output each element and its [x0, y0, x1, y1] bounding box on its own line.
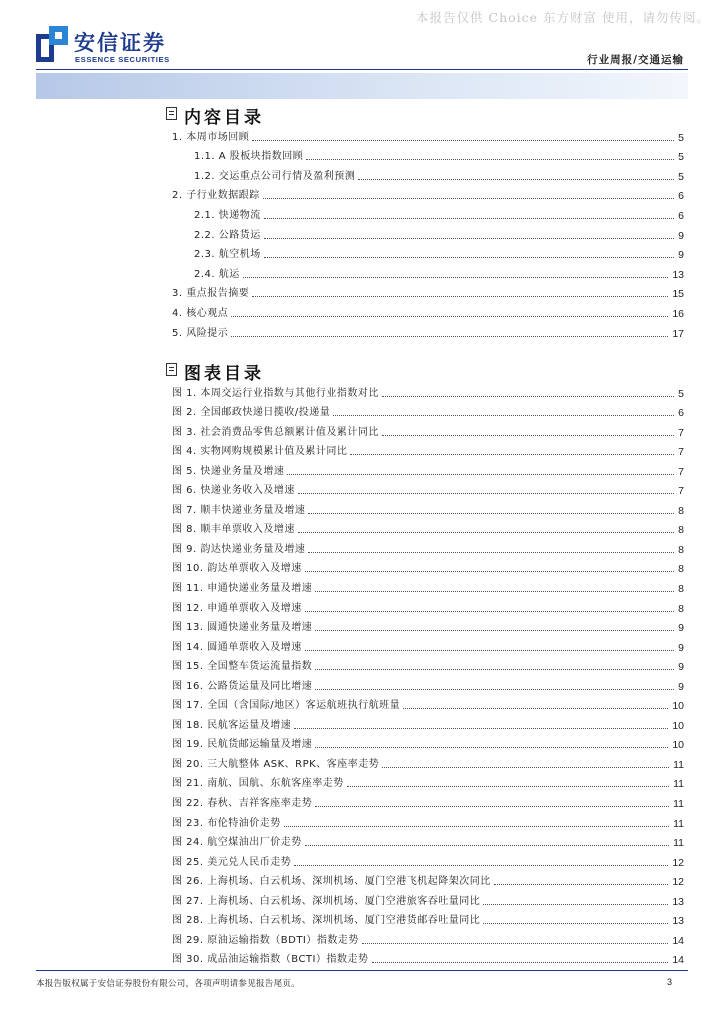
- figure-entry-label: 图 16. 公路货运量及同比增速: [172, 680, 313, 692]
- figure-entry-label: 图 18. 民航客运量及增速: [172, 719, 292, 731]
- figure-entry[interactable]: [172, 478, 684, 498]
- logo-name-en: ESSENCE SECURITIES: [75, 55, 170, 64]
- dot-leader: [403, 708, 668, 709]
- figure-entry-page-number: 13: [672, 895, 684, 908]
- figure-entry-page-number: 9: [678, 622, 684, 635]
- figure-entry-label: 图 9. 韵达快递业务量及增速: [172, 543, 306, 555]
- toc-entry-page-number: 9: [678, 229, 684, 242]
- figure-entry-label: 图 20. 三大航整体 ASK、RPK、客座率走势: [172, 758, 380, 770]
- dot-leader: [294, 865, 668, 866]
- toc-entry-page-number: 6: [678, 190, 684, 203]
- figure-entry-label: 图 7. 顺丰快递业务量及增速: [172, 504, 306, 516]
- figure-entry-label: 图 24. 航空煤油出厂价走势: [172, 837, 302, 849]
- toc-entry[interactable]: [172, 320, 684, 340]
- figure-entry-page-number: 10: [672, 719, 684, 732]
- figure-entry-page-number: 8: [678, 524, 684, 537]
- toc-entry-page-number: 6: [678, 209, 684, 222]
- figure-entry-page-number: 7: [678, 426, 684, 439]
- dot-leader: [298, 493, 674, 494]
- dot-leader: [350, 454, 674, 455]
- figure-entry-page-number: 12: [672, 876, 684, 889]
- figure-entry-page-number: 8: [678, 563, 684, 576]
- dot-leader: [252, 140, 674, 141]
- toc-entry-label: 2.1. 快递物流: [194, 209, 261, 221]
- figure-entry[interactable]: [172, 947, 684, 967]
- figure-entry-page-number: 8: [678, 504, 684, 517]
- figure-entry-label: 图 27. 上海机场、白云机场、深圳机场、厦门空港旅客吞吐量同比: [172, 895, 481, 907]
- figure-entry-label: 图 25. 美元兑人民币走势: [172, 856, 292, 868]
- dot-leader: [252, 296, 668, 297]
- figure-entry-page-number: 11: [673, 837, 684, 850]
- figure-entry-page-number: 8: [678, 602, 684, 615]
- figure-entry-page-number: 11: [673, 778, 684, 791]
- figure-entry[interactable]: [172, 693, 684, 713]
- dot-leader: [305, 650, 674, 651]
- figure-entry-page-number: 11: [673, 817, 684, 830]
- figure-entry[interactable]: [172, 439, 684, 459]
- figure-entry-page-number: 14: [672, 954, 684, 967]
- dot-leader: [494, 884, 669, 885]
- figure-entry-label: 图 6. 快递业务收入及增速: [172, 485, 295, 497]
- toc-entry-page-number: 13: [672, 268, 684, 281]
- dot-leader: [263, 198, 674, 199]
- dot-leader: [243, 277, 669, 278]
- header-divider: [36, 69, 688, 70]
- figure-entry-label: 图 5. 快递业务量及增速: [172, 465, 285, 477]
- dot-leader: [315, 747, 668, 748]
- figure-entry-page-number: 11: [673, 758, 684, 771]
- header-band: [36, 73, 688, 99]
- figure-entry-label: 图 8. 顺丰单票收入及增速: [172, 524, 295, 536]
- figure-entry-label: 图 1. 本周交运行业指数与其他行业指数对比: [172, 387, 379, 399]
- figure-entry-page-number: 13: [672, 915, 684, 928]
- figure-entry[interactable]: [172, 810, 684, 830]
- document-icon: [166, 107, 177, 120]
- figure-entry[interactable]: [172, 908, 684, 928]
- toc-entry-page-number: 5: [678, 151, 684, 164]
- figure-entry-label: 图 17. 全国（含国际/地区）客运航班执行航班量: [172, 700, 401, 712]
- dot-leader: [382, 767, 669, 768]
- figure-entry[interactable]: [172, 849, 684, 869]
- logo-mark-icon: [36, 26, 68, 62]
- document-icon: [166, 363, 177, 376]
- dot-leader: [315, 669, 674, 670]
- figure-entry-page-number: 9: [678, 680, 684, 693]
- dot-leader: [305, 611, 674, 612]
- toc-entry-page-number: 5: [678, 170, 684, 183]
- footer-divider: [36, 970, 688, 971]
- toc-entry[interactable]: [172, 261, 684, 281]
- dot-leader: [382, 396, 674, 397]
- figure-entry-label: 图 26. 上海机场、白云机场、深圳机场、厦门空港飞机起降架次同比: [172, 876, 491, 888]
- figure-entry-label: 图 21. 南航、国航、东航客座率走势: [172, 778, 344, 790]
- toc-entry[interactable]: [172, 144, 684, 164]
- figure-entry-label: 图 13. 圆通快递业务量及增速: [172, 622, 313, 634]
- figure-entry[interactable]: [172, 673, 684, 693]
- toc-entry-label: 1.1. A 股板块指数回顾: [194, 151, 304, 163]
- figure-entry[interactable]: [172, 380, 684, 400]
- toc-entry[interactable]: [172, 163, 684, 183]
- figure-entry[interactable]: [172, 790, 684, 810]
- figure-entry[interactable]: [172, 595, 684, 615]
- figure-entry-label: 图 23. 布伦特油价走势: [172, 817, 281, 829]
- figure-entry[interactable]: [172, 888, 684, 908]
- figure-entry-label: 图 11. 申通快递业务量及增速: [172, 583, 313, 595]
- figure-entry[interactable]: [172, 400, 684, 420]
- figure-entry-label: 图 14. 圆通单票收入及增速: [172, 641, 302, 653]
- figure-entry-label: 图 15. 全国整车货运流量指数: [172, 661, 313, 673]
- dot-leader: [305, 571, 674, 572]
- dot-leader: [347, 786, 669, 787]
- figure-entry[interactable]: [172, 634, 684, 654]
- toc-entry-page-number: 17: [672, 327, 684, 340]
- dot-leader: [264, 257, 674, 258]
- figure-entry-label: 图 12. 申通单票收入及增速: [172, 602, 302, 614]
- toc-entry[interactable]: [172, 124, 684, 144]
- footer-disclaimer: 本报告版权属于安信证券股份有限公司，各项声明请参见报告尾页。: [36, 979, 301, 989]
- figure-entry-label: 图 30. 成品油运输指数（BCTI）指数走势: [172, 954, 369, 966]
- figure-entry-label: 图 19. 民航货邮运输量及增速: [172, 739, 313, 751]
- toc-entry-page-number: 16: [672, 307, 684, 320]
- figure-entry[interactable]: [172, 830, 684, 850]
- figure-entry-label: 图 28. 上海机场、白云机场、深圳机场、厦门空港货邮吞吐量同比: [172, 915, 481, 927]
- dot-leader: [372, 962, 669, 963]
- figure-entry-page-number: 9: [678, 641, 684, 654]
- toc-entry-label: 2.4. 航运: [194, 268, 240, 280]
- dot-leader: [315, 689, 674, 690]
- figure-entry-page-number: 8: [678, 583, 684, 596]
- toc-entry[interactable]: [172, 222, 684, 242]
- toc-entry[interactable]: [172, 281, 684, 301]
- figure-entry-page-number: 7: [678, 446, 684, 459]
- list-of-figures: [172, 380, 684, 966]
- figure-entry[interactable]: [172, 927, 684, 947]
- figure-entry-page-number: 9: [678, 661, 684, 674]
- dot-leader: [308, 513, 674, 514]
- toc-entry-label: 4. 核心观点: [172, 307, 229, 319]
- dot-leader: [483, 904, 668, 905]
- figure-entry[interactable]: [172, 654, 684, 674]
- figure-entry[interactable]: [172, 615, 684, 635]
- figure-entry[interactable]: [172, 751, 684, 771]
- figure-entry-label: 图 29. 原油运输指数（BDTI）指数走势: [172, 934, 359, 946]
- logo-name-cn: 安信证券: [74, 31, 166, 55]
- toc-entry-label: 1. 本周市场回顾: [172, 131, 250, 143]
- toc-entry[interactable]: [172, 300, 684, 320]
- dot-leader: [298, 532, 674, 533]
- figure-entry[interactable]: [172, 536, 684, 556]
- dot-leader: [306, 159, 674, 160]
- dot-leader: [315, 591, 674, 592]
- figure-entry-label: 图 22. 春秋、吉祥客座率走势: [172, 798, 313, 810]
- figure-entry-page-number: 14: [672, 934, 684, 947]
- dot-leader: [315, 630, 674, 631]
- figure-entry-label: 图 2. 全国邮政快递日揽收/投递量: [172, 407, 331, 419]
- figure-entry[interactable]: [172, 712, 684, 732]
- figure-entry[interactable]: [172, 419, 684, 439]
- toc-entry[interactable]: [172, 202, 684, 222]
- dot-leader: [287, 474, 674, 475]
- dot-leader: [284, 826, 669, 827]
- figure-entry[interactable]: [172, 497, 684, 517]
- dot-leader: [264, 218, 674, 219]
- report-type: 行业周报/交通运输: [587, 54, 684, 66]
- dot-leader: [231, 316, 668, 317]
- figure-entry-page-number: 6: [678, 407, 684, 420]
- toc-entry-page-number: 15: [672, 288, 684, 301]
- figure-entry-label: 图 4. 实物网购规模累计值及累计同比: [172, 446, 348, 458]
- toc-entry[interactable]: [172, 183, 684, 203]
- page-number: 3: [666, 977, 672, 987]
- toc-entry-page-number: 9: [678, 249, 684, 262]
- toc-entry[interactable]: [172, 242, 684, 262]
- figure-entry[interactable]: [172, 869, 684, 889]
- figure-entry-label: 图 10. 韵达单票收入及增速: [172, 563, 302, 575]
- toc-entry-label: 2.3. 航空机场: [194, 249, 261, 261]
- toc-entry-label: 2. 子行业数据跟踪: [172, 190, 260, 202]
- figure-entry[interactable]: [172, 556, 684, 576]
- contents-title: 内容目录: [184, 108, 264, 128]
- figure-entry-page-number: 11: [673, 798, 684, 811]
- toc-entry-page-number: 5: [678, 131, 684, 144]
- dot-leader: [333, 415, 674, 416]
- dot-leader: [362, 943, 668, 944]
- dot-leader: [483, 923, 668, 924]
- figure-entry[interactable]: [172, 732, 684, 752]
- toc-entry-label: 5. 风险提示: [172, 327, 229, 339]
- figure-entry-page-number: 12: [672, 856, 684, 869]
- figure-entry[interactable]: [172, 575, 684, 595]
- toc-entry-label: 2.2. 公路货运: [194, 229, 261, 241]
- watermark-text: 本报告仅供 Choice 东方财富 使用，请勿传阅。: [416, 10, 710, 25]
- toc-entry-label: 1.2. 交运重点公司行情及盈利预测: [194, 170, 356, 182]
- dot-leader: [358, 179, 674, 180]
- figure-entry-page-number: 7: [678, 465, 684, 478]
- table-of-contents: [172, 124, 684, 340]
- figure-entry-label: 图 3. 社会消费品零售总额累计值及累计同比: [172, 426, 379, 438]
- figure-entry-page-number: 5: [678, 387, 684, 400]
- figure-entry-page-number: 7: [678, 485, 684, 498]
- figure-entry-page-number: 8: [678, 543, 684, 556]
- figure-entry[interactable]: [172, 771, 684, 791]
- dot-leader: [305, 845, 669, 846]
- toc-entry-label: 3. 重点报告摘要: [172, 288, 250, 300]
- figure-entry[interactable]: [172, 517, 684, 537]
- dot-leader: [315, 806, 669, 807]
- dot-leader: [231, 336, 668, 337]
- dot-leader: [264, 238, 674, 239]
- figure-entry-page-number: 10: [672, 739, 684, 752]
- figure-entry-page-number: 10: [672, 700, 684, 713]
- dot-leader: [382, 435, 674, 436]
- figure-entry[interactable]: [172, 458, 684, 478]
- figures-title: 图表目录: [184, 364, 264, 384]
- dot-leader: [308, 552, 674, 553]
- dot-leader: [294, 728, 668, 729]
